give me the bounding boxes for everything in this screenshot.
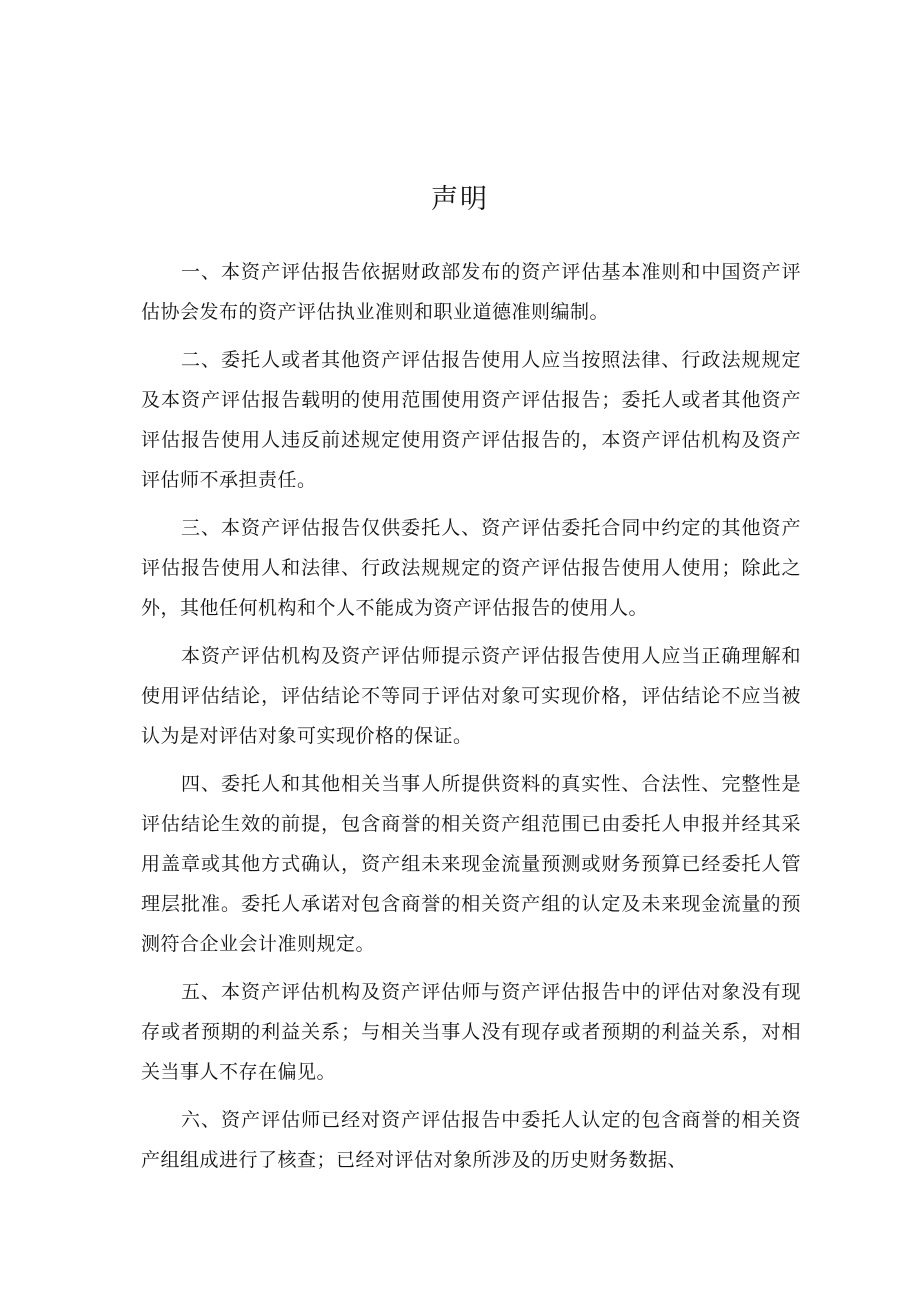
page-title: 声明 <box>431 184 489 215</box>
paragraph-3: 三、本资产评估报告仅供委托人、资产评估委托合同中约定的其他资产评估报告使用人和法律、行政法规规定的资产评估报告使用人使用；除此之外，其他任何机构和个人不能成为资产评估报告的使用人。 <box>141 517 801 619</box>
paragraph-2: 二、委托人或者其他资产评估报告使用人应当按照法律、行政法规规定及本资产评估报告载明的使用范围使用资产评估报告；委托人或者其他资产评估报告使用人违反前述规定使用资产评估报告的，本资产评估机构及资产评估师不承担责任。 <box>141 349 801 491</box>
paragraph-4: 本资产评估机构及资产评估师提示资产评估报告使用人应当正确理解和使用评估结论，评估结论不等同于评估对象可实现价格，评估结论不应当被认为是对评估对象可实现价格的保证。 <box>141 645 801 747</box>
paragraph-1: 一、本资产评估报告依据财政部发布的资产评估基本准则和中国资产评估协会发布的资产评估执业准则和职业道德准则编制。 <box>141 261 801 323</box>
paragraph-5: 四、委托人和其他相关当事人所提供资料的真实性、合法性、完整性是评估结论生效的前提，包含商誉的相关资产组范围已由委托人申报并经其采用盖章或其他方式确认，资产组未来现金流量预测或财务预算已经委托人管理层批准。委托人承诺对包含商誉的相关资产组的认定及未来现金流量的预测符合企业会计准则规定。 <box>141 773 801 955</box>
document-body <box>141 252 801 1188</box>
paragraph-6: 五、本资产评估机构及资产评估师与资产评估报告中的评估对象没有现存或者预期的利益关系；与相关当事人没有现存或者预期的利益关系，对相关当事人不存在偏见。 <box>141 981 801 1083</box>
paragraph-7: 六、资产评估师已经对资产评估报告中委托人认定的包含商誉的相关资产组组成进行了核查；已经对评估对象所涉及的历史财务数据、 <box>141 1109 801 1171</box>
